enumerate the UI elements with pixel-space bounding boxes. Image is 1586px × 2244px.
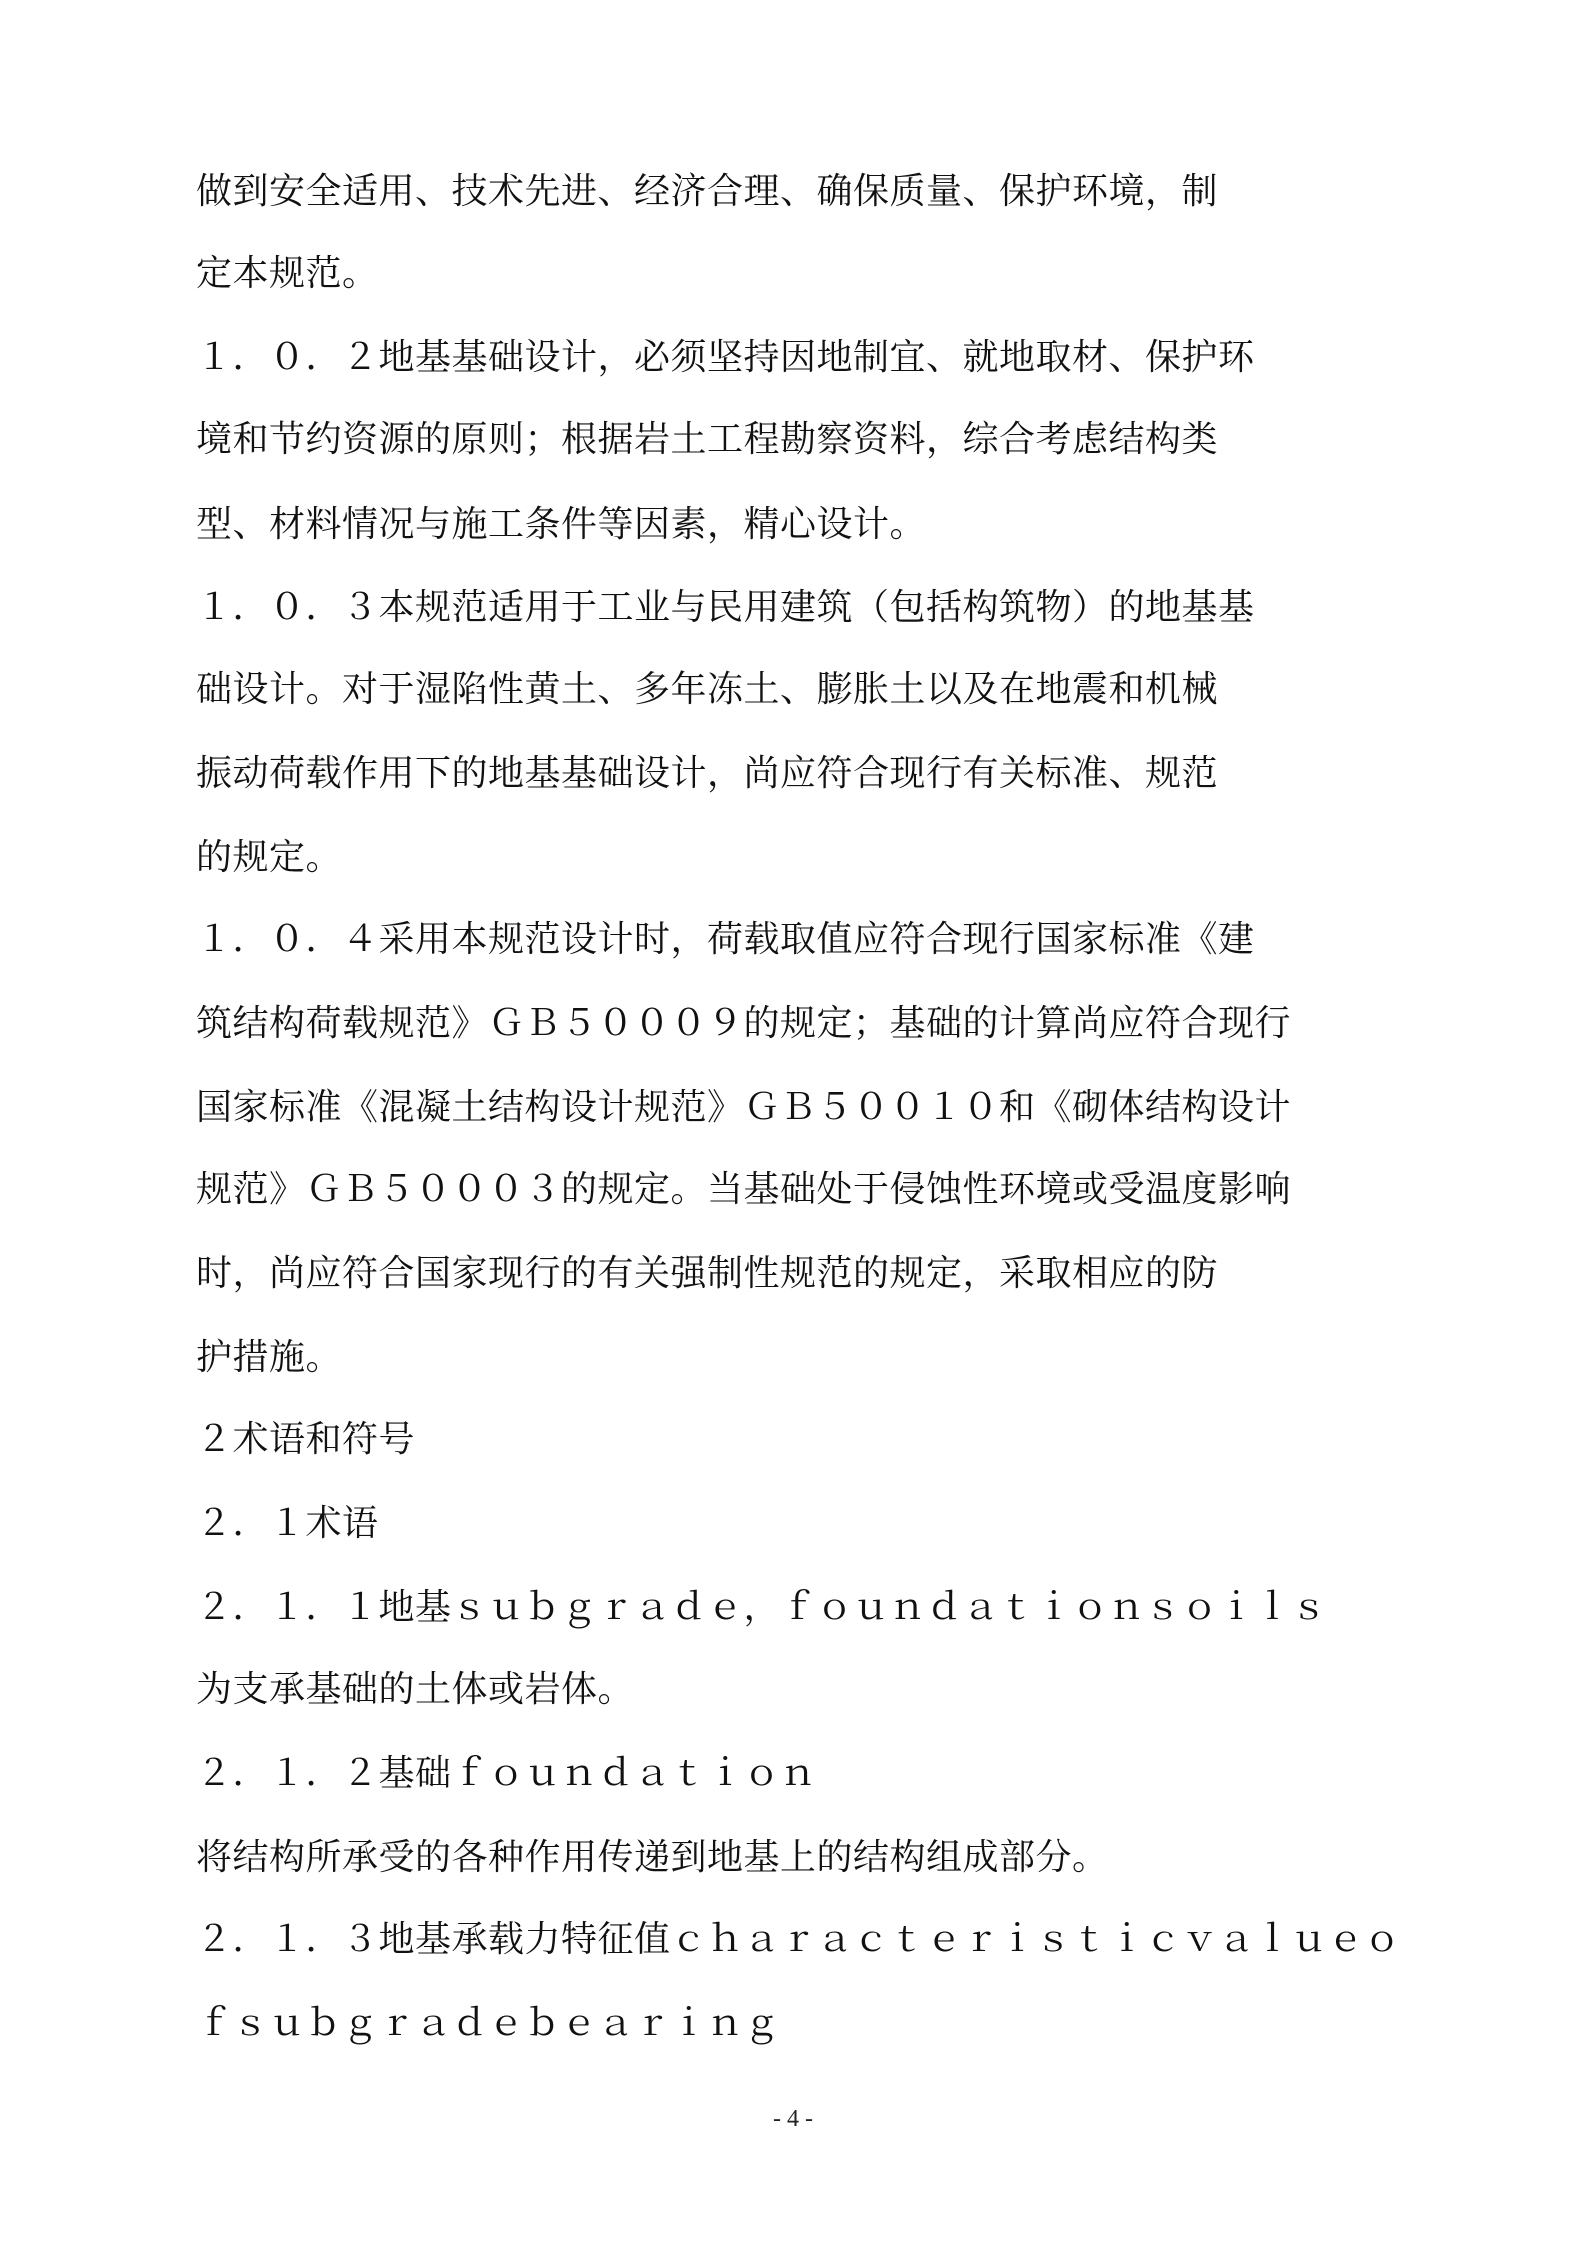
text-line: 做到安全适用、技术先进、经济合理、确保质量、保护环境，制 [196, 171, 1219, 212]
page-number: - 4 - [773, 2106, 813, 2132]
text-line: 境和节约资源的原则；根据岩土工程勘察资料，综合考虑结构类 [196, 419, 1219, 460]
text-line: 定本规范。 [196, 253, 379, 294]
text-line: 型、材料情况与施工条件等因素，精心设计。 [196, 504, 927, 545]
term-heading: ２．１．２基础ｆｏｕｎｄａｔｉｏｎ [196, 1753, 817, 1794]
text-line: 规范》ＧＢ５０００３的规定。当基础处于侵蚀性环境或受温度影响 [196, 1169, 1292, 1210]
text-line: １．０．３本规范适用于工业与民用建筑（包括构筑物）的地基基 [196, 587, 1255, 628]
term-definition: 将结构所承受的各种作用传递到地基上的结构组成部分。 [196, 1837, 1109, 1878]
text-line: 国家标准《混凝土结构设计规范》ＧＢ５００１０和《砌体结构设计 [196, 1087, 1292, 1128]
text-line: 的规定。 [196, 837, 343, 878]
text-line: 时，尚应符合国家现行的有关强制性规范的规定，采取相应的防 [196, 1253, 1219, 1294]
text-line: 护措施。 [196, 1337, 343, 1378]
text-line: １．０．４采用本规范设计时，荷载取值应符合现行国家标准《建 [196, 919, 1255, 960]
term-definition: 为支承基础的土体或岩体。 [196, 1669, 635, 1710]
text-line: １．０．２地基基础设计，必须坚持因地制宜、就地取材、保护环 [196, 337, 1255, 378]
text-line: 振动荷载作用下的地基基础设计，尚应符合现行有关标准、规范 [196, 753, 1219, 794]
term-heading: ２．１．１地基ｓｕｂｇｒａｄｅ，ｆｏｕｎｄａｔｉｏｎｓｏｉｌｓ [196, 1587, 1328, 1628]
text-line: 筑结构荷载规范》ＧＢ５０００９的规定；基础的计算尚应符合现行 [196, 1003, 1292, 1044]
text-line: 础设计。对于湿陷性黄土、多年冻土、膨胀土以及在地震和机械 [196, 669, 1219, 710]
term-heading-continued: ｆｓｕｂｇｒａｄｅｂｅａｒｉｎｇ [196, 2003, 781, 2044]
subsection-heading: ２．１术语 [196, 1503, 379, 1544]
section-heading: ２术语和符号 [196, 1419, 416, 1460]
term-heading: ２．１．３地基承载力特征值ｃｈａｒａｃｔｅｒｉｓｔｉｃｖａｌｕｅｏ [196, 1919, 1401, 1960]
